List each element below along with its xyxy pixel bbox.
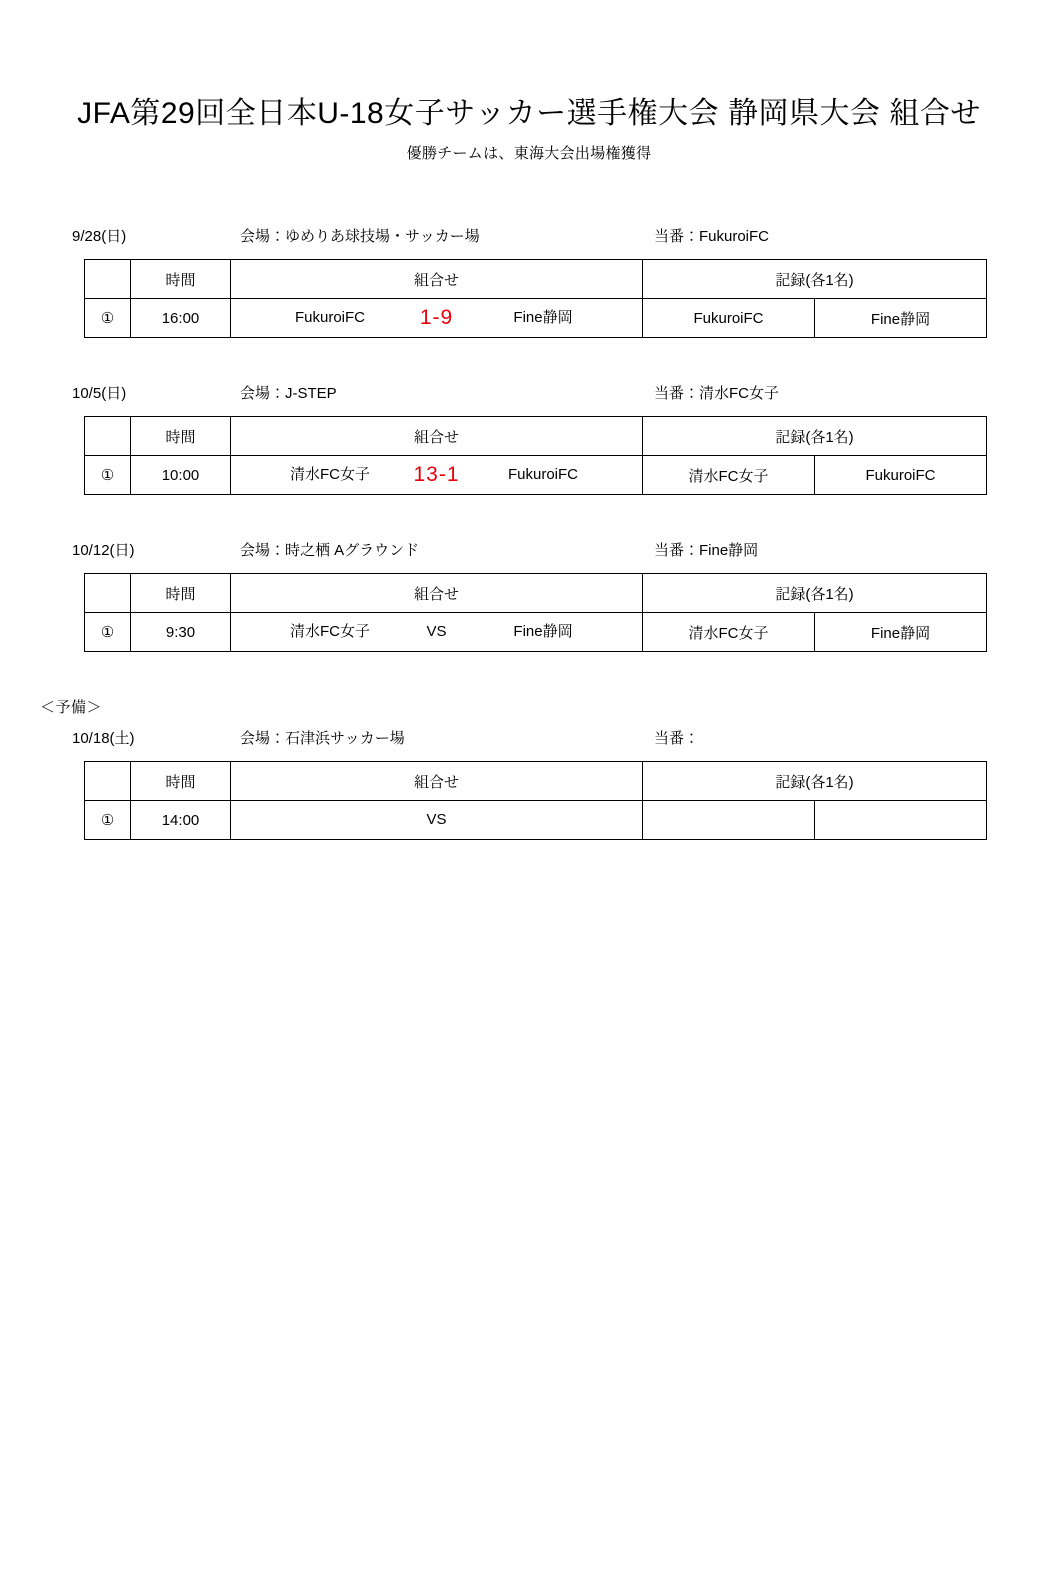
col-header-no — [85, 260, 131, 299]
section-date: 10/18(土) — [72, 730, 135, 747]
col-header-record: 記録(各1名) — [643, 260, 987, 299]
section-header — [72, 382, 986, 404]
record-team-2: FukuroiFC — [815, 456, 987, 495]
away-team: Fine静岡 — [513, 623, 573, 640]
col-header-time: 時間 — [131, 574, 231, 613]
section-duty: 当番：Fine静岡 — [654, 542, 759, 559]
table-row — [85, 299, 987, 338]
match-table — [84, 259, 987, 338]
match-score: 13-1 — [413, 463, 460, 486]
section-duty: 当番： — [654, 730, 700, 747]
section-date: 10/12(日) — [72, 542, 135, 559]
section-date: 10/5(日) — [72, 385, 127, 402]
match-table — [84, 573, 987, 652]
row-time: 16:00 — [131, 299, 231, 338]
row-match — [231, 456, 643, 495]
col-header-no — [85, 417, 131, 456]
schedule-sections — [0, 225, 1058, 840]
schedule-section — [72, 225, 986, 338]
home-team: 清水FC女子 — [290, 466, 370, 483]
home-team: FukuroiFC — [294, 309, 365, 326]
row-time: 9:30 — [131, 613, 231, 652]
document-page — [0, 88, 1058, 1584]
away-team: Fine静岡 — [513, 309, 573, 326]
table-row — [85, 613, 987, 652]
table-row — [85, 456, 987, 495]
record-team-2: Fine静岡 — [815, 613, 987, 652]
col-header-time: 時間 — [131, 260, 231, 299]
table-header-row — [85, 574, 987, 613]
col-header-record: 記録(各1名) — [643, 417, 987, 456]
row-match — [231, 299, 643, 338]
col-header-no — [85, 762, 131, 801]
record-team-1: 清水FC女子 — [643, 456, 815, 495]
match-table — [84, 761, 987, 840]
col-header-match: 組合せ — [231, 574, 643, 613]
record-team-1 — [643, 801, 815, 840]
section-header — [72, 727, 986, 749]
section-header — [72, 539, 986, 561]
row-time: 10:00 — [131, 456, 231, 495]
title-block — [0, 88, 1058, 163]
row-match — [231, 613, 643, 652]
match-score: VS — [426, 811, 447, 828]
away-team: FukuroiFC — [507, 466, 578, 483]
col-header-record: 記録(各1名) — [643, 762, 987, 801]
row-number: ① — [85, 456, 131, 495]
section-header — [72, 225, 986, 247]
section-duty: 当番：清水FC女子 — [654, 385, 779, 402]
table-row — [85, 801, 987, 840]
col-header-match: 組合せ — [231, 417, 643, 456]
row-time: 14:00 — [131, 801, 231, 840]
schedule-section — [72, 539, 986, 652]
row-number: ① — [85, 299, 131, 338]
section-venue: 会場：時之栖 Aグラウンド — [240, 542, 420, 559]
match-table — [84, 416, 987, 495]
record-team-2 — [815, 801, 987, 840]
col-header-time: 時間 — [131, 417, 231, 456]
col-header-match: 組合せ — [231, 260, 643, 299]
page-title: JFA第29回全日本U-18女子サッカー選手権大会 静岡県大会 組合せ — [77, 97, 981, 130]
table-header-row — [85, 260, 987, 299]
section-venue: 会場：J-STEP — [240, 385, 337, 402]
record-team-1: FukuroiFC — [643, 299, 815, 338]
row-number: ① — [85, 613, 131, 652]
section-venue: 会場：石津浜サッカー場 — [240, 730, 405, 747]
match-score: 1-9 — [419, 306, 454, 329]
row-number: ① — [85, 801, 131, 840]
table-header-row — [85, 762, 987, 801]
schedule-section — [72, 382, 986, 495]
col-header-record: 記録(各1名) — [643, 574, 987, 613]
col-header-match: 組合せ — [231, 762, 643, 801]
record-team-2: Fine静岡 — [815, 299, 987, 338]
page-subtitle: 優勝チームは、東海大会出場権獲得 — [406, 145, 652, 162]
section-duty: 当番：FukuroiFC — [654, 228, 770, 245]
section-date: 9/28(日) — [72, 228, 127, 245]
col-header-no — [85, 574, 131, 613]
row-match — [231, 801, 643, 840]
section-venue: 会場：ゆめりあ球技場・サッカー場 — [240, 228, 480, 245]
match-score: VS — [426, 623, 447, 640]
table-header-row — [85, 417, 987, 456]
col-header-time: 時間 — [131, 762, 231, 801]
home-team: 清水FC女子 — [290, 623, 370, 640]
reserve-label: ＜予備＞ — [40, 699, 103, 716]
record-team-1: 清水FC女子 — [643, 613, 815, 652]
schedule-section-reserve — [72, 727, 986, 840]
